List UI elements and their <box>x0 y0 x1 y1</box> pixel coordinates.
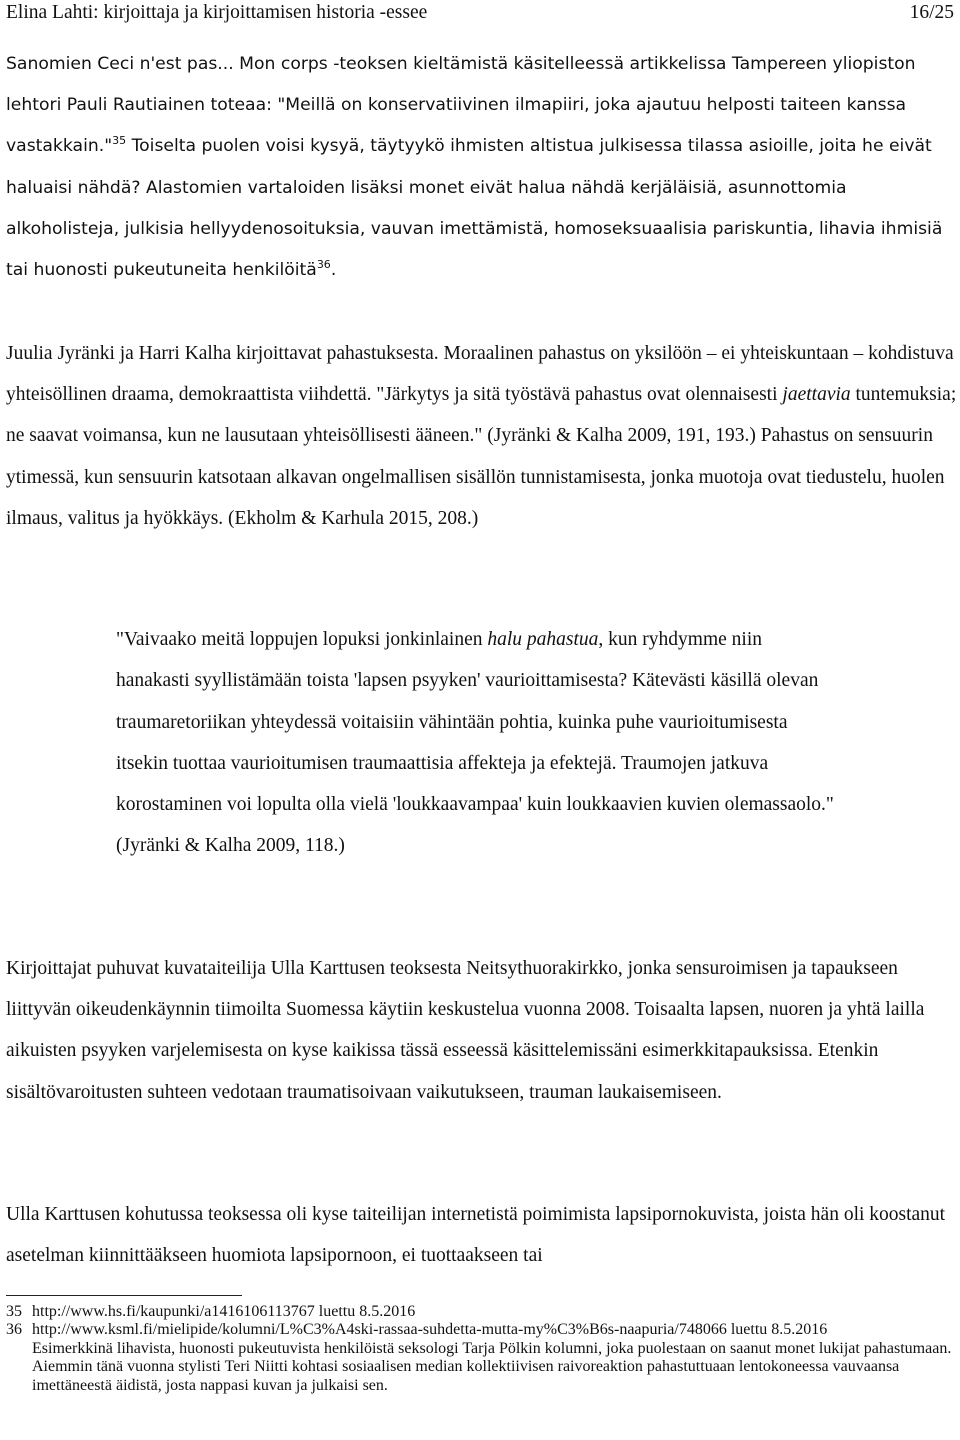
paragraph-1 <box>6 44 958 291</box>
paragraph-2-italic: jaettavia <box>782 384 851 406</box>
footnote-text: Esimerkkinä lihavista, huonosti pukeutuvista henkilöistä seksologi Tarja Pölkin kolumni, joka puolestaan on saanut monet lukijat pahastumaan. Aiemmin tänä vuonna stylisti Teri Niitti kohtasi sosiaalisen median kollektiivisen raivoreaktion pahastuttuaan lentokoneessa vauvaansa imettäneestä äidistä, josta nappasi kuvan ja julkaisi sen. <box>32 1339 952 1394</box>
block-quote <box>116 619 836 867</box>
paragraph-2-text-b: tuntemuksia; ne saavat voimansa, kun ne lausutaan yhteisöllisesti ääneen." (Jyränki & Kalha 2009, 191, 193.) Pahastus on sensuurin ytimessä, kun sensuurin katsotaan alkavan ongelmallisen sisällön tunnistamisesta, jonka muotoja ovat tiedustelu, huolen ilmaus, valitus ja hyökkäys. (Ekholm & Karhula 2015, 208.) <box>6 384 957 529</box>
footnote-link[interactable]: http://www.hs.fi/kaupunki/a1416106113767 luettu 8.5.2016 <box>32 1303 416 1320</box>
footnote-divider <box>6 1295 242 1296</box>
paragraph-1-text-c: . <box>330 260 337 281</box>
footnote-link[interactable]: http://www.ksml.fi/mielipide/kolumni/L%C3%A4ski-rassaa-suhdetta-mutta-my%C3%B6s-naapuria/748066 luettu 8.5.2016 <box>32 1321 828 1339</box>
paragraph-4-text: Ulla Karttusen kohutussa teoksessa oli kyse taiteilijan internetistä poimimista lapsipornokuvista, joista hän oli koostanut asetelman kiinnittääkseen huomiota lapsipornoon, ei tuottaakseen tai <box>6 1204 946 1267</box>
footnotes <box>6 1303 956 1395</box>
paragraph-1-text-a: Sanomien Ceci n'est pas... Mon corps -teoksen kieltämistä käsitelleessä artikkelissa Tampereen yliopiston lehtori Pauli Rautiainen toteaa: "Meillä on konservatiivinen ilmapiiri, joka ajautuu helposti taiteen kanssa vastakkain." <box>6 54 916 157</box>
footnote-36 <box>6 1321 956 1395</box>
footnote-ref-36[interactable]: 36 <box>316 258 331 272</box>
footnote-35 <box>6 1303 956 1321</box>
block-quote-text-b: , kun ryhdymme niin hanakasti syyllistämään toista 'lapsen psyyken' vaurioittamisesta? Kätevästi käsillä olevan traumaretoriikan yhteydessä voitaisiin vähintään pohtia, kuinka puhe vaurioitumisesta itsekin tuottaa vaurioitumisen traumaattisia affekteja ja efektejä. Traumojen jatkuva korostaminen voi lopulta olla vielä 'loukkaavampaa' kuin loukkaavien kuvien olemassaolo." (Jyränki & Kalha 2009, 118.) <box>116 629 834 857</box>
block-quote-text-a: "Vaivaako meitä loppujen lopuksi jonkinlainen <box>116 629 488 650</box>
document-title: Elina Lahti: kirjoittaja ja kirjoittamisen historia -essee <box>6 2 428 23</box>
block-quote-italic: halu pahastua <box>487 629 599 650</box>
paragraph-2-text-a: Juulia Jyränki ja Harri Kalha kirjoittavat pahastuksesta. Moraalinen pahastus on yksilöön – ei yhteiskuntaan – kohdistuva yhteisöllinen draama, demokraattista viihdettä. "Järkytys ja sitä työstävä pahastus ovat olennaisesti <box>6 343 954 406</box>
page-number: 16/25 <box>909 2 954 23</box>
footnote-ref-35[interactable]: 35 <box>112 134 127 148</box>
footnote-number: 35 <box>6 1303 22 1320</box>
page-header <box>6 0 954 26</box>
paragraph-4 <box>6 1194 958 1276</box>
paragraph-3-text: Kirjoittajat puhuvat kuvataiteilija Ulla Karttusen teoksesta Neitsythuorakirkko, jonka sensuroimisen ja tapaukseen liittyvän oikeudenkäynnin tiimoilta Suomessa käytiin keskustelua vuonna 2008. Toisaalta lapsen, nuoren ja yhtä lailla aikuisten psyyken varjelemisesta on kyse kaikissa tässä esseessä käsittelemissäni esimerkkitapauksissa. Etenkin sisältövaroitusten suhteen vedotaan traumatisoivaan vaikutukseen, trauman laukaisemiseen. <box>6 958 925 1103</box>
paragraph-1-text-b: Toiselta puolen voisi kysyä, täytyykö ihmisten altistua julkisessa tilassa asioille, joita he eivät haluaisi nähdä? Alastomien vartaloiden lisäksi monet eivät halua nähdä kerjäläisiä, asunnottomia alkoholisteja, julkisia hellyydenosoituksia, vauvan imettämistä, homoseksuaalisia pariskuntia, lihavia ihmisiä tai huonosti pukeutuneita henkilöitä <box>6 136 943 281</box>
footnote-number: 36 <box>6 1321 22 1339</box>
paragraph-3 <box>6 948 958 1113</box>
paragraph-2 <box>6 333 958 539</box>
